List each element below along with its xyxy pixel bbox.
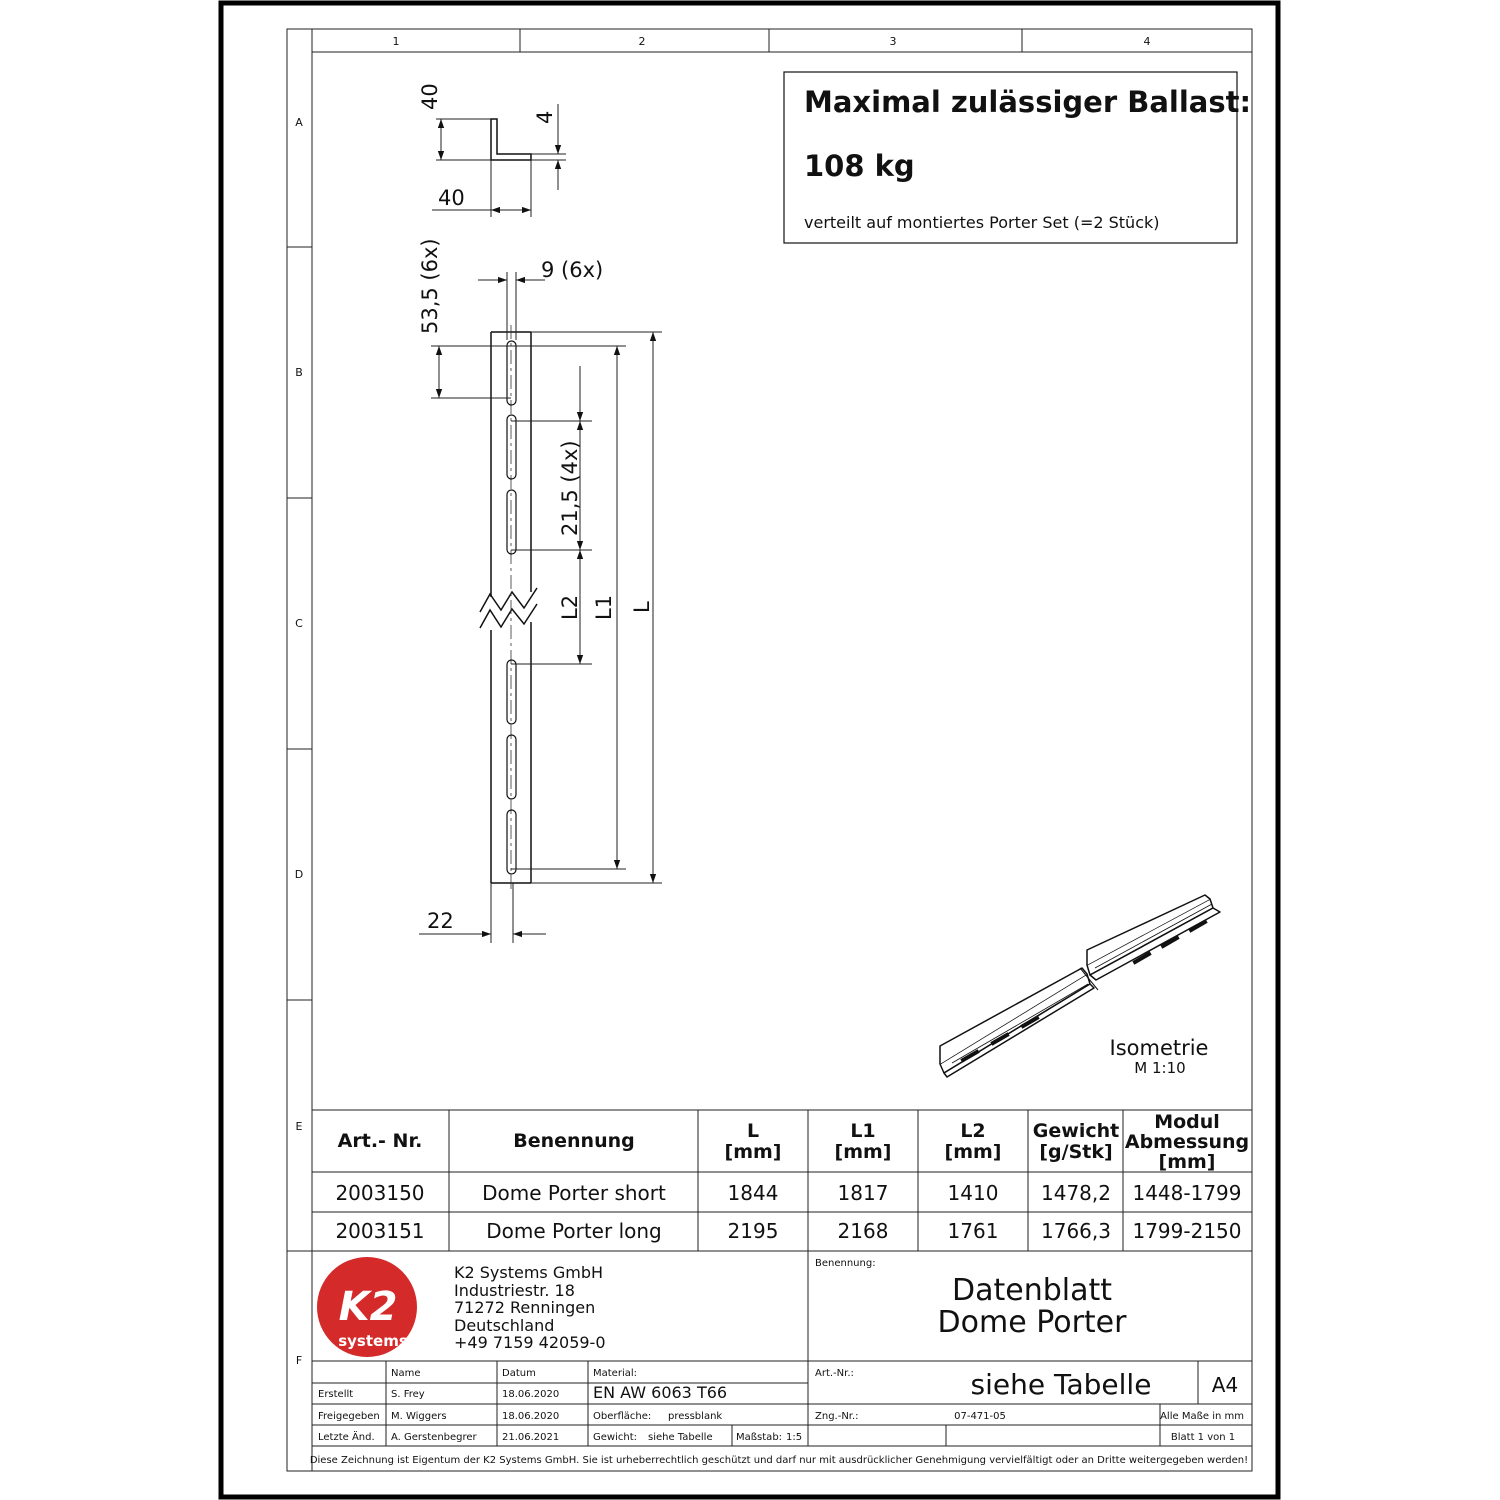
- company-line-2: Industriestr. 18: [454, 1281, 575, 1300]
- grid-col-3: 3: [889, 35, 897, 48]
- grid-row-e: E: [295, 1120, 303, 1133]
- th-modul-2: Abmessung: [1124, 1131, 1250, 1153]
- artnr-value: siehe Tabelle: [970, 1368, 1152, 1401]
- company-line-4: Deutschland: [454, 1316, 555, 1335]
- th-l1: L1: [850, 1120, 876, 1142]
- th-l1-unit: [mm]: [834, 1141, 892, 1163]
- th-modul-unit: [mm]: [1158, 1151, 1216, 1173]
- benennung-label: Benennung:: [815, 1258, 876, 1269]
- table-row-1-benennung: Dome Porter short: [482, 1181, 666, 1205]
- grid-col-2: 2: [638, 35, 646, 48]
- disclaimer: Diese Zeichnung ist Eigentum der K2 Systems GmbH. Sie ist urheberrechtlich geschützt und darf nur mit ausdrücklicher Genehmigung vervielfältigt oder an Dritte weitergegeben werden!: [309, 1455, 1249, 1466]
- ballast-value: 108 kg: [804, 149, 915, 183]
- table-row-1-l2: 1410: [947, 1181, 999, 1205]
- person-2-date: 18.06.2020: [502, 1411, 560, 1422]
- th-benennung: Benennung: [513, 1130, 635, 1152]
- dim-profile-thickness: 4: [533, 110, 557, 124]
- grid-row-d: D: [294, 868, 304, 881]
- table-row-1-l: 1844: [727, 1181, 779, 1205]
- gewicht-value: siehe Tabelle: [648, 1432, 713, 1443]
- zngnr-label: Zng.-Nr.:: [815, 1411, 859, 1422]
- grid-col-4: 4: [1143, 35, 1151, 48]
- person-3-name: A. Gerstenbegrer: [391, 1432, 477, 1443]
- grid-row-a: A: [295, 116, 303, 129]
- zngnr-value: 07-471-05: [954, 1411, 1006, 1422]
- table-row-1-gewicht: 1478,2: [1041, 1181, 1111, 1205]
- isometric-label: Isometrie: [1109, 1036, 1209, 1060]
- table-row-1-art-nr: 2003150: [335, 1181, 425, 1205]
- table-row-2-benennung: Dome Porter long: [486, 1219, 662, 1243]
- table-row-2-modul: 1799-2150: [1132, 1219, 1242, 1243]
- datum-header: Datum: [502, 1368, 536, 1379]
- company-line-5: +49 7159 42059-0: [454, 1333, 606, 1352]
- name-header: Name: [391, 1368, 421, 1379]
- artnr-label: Art.-Nr.:: [815, 1368, 854, 1379]
- grid-col-1: 1: [392, 35, 400, 48]
- format-value: A4: [1211, 1373, 1239, 1397]
- dim-l: L: [630, 601, 654, 613]
- person-1-name: S. Frey: [391, 1389, 425, 1400]
- person-1-date: 18.06.2020: [502, 1389, 560, 1400]
- dim-slot-width: 9 (6x): [541, 258, 604, 282]
- dim-l2: L2: [558, 594, 582, 620]
- person-2-name: M. Wiggers: [391, 1411, 447, 1422]
- table-row-2-l: 2195: [727, 1219, 779, 1243]
- table-row-1-l1: 1817: [837, 1181, 889, 1205]
- table-row-2-l1: 2168: [837, 1219, 889, 1243]
- dim-slot-pitch: 53,5 (6x): [418, 238, 442, 334]
- table-row-2-gewicht: 1766,3: [1041, 1219, 1111, 1243]
- gewicht-label: Gewicht:: [593, 1432, 637, 1443]
- ballast-note: verteilt auf montiertes Porter Set (=2 Stück): [804, 213, 1160, 232]
- logo-systems: systems: [338, 1332, 408, 1350]
- table-row-2-art-nr: 2003151: [335, 1219, 425, 1243]
- dim-l1: L1: [592, 594, 616, 620]
- isometric-scale: M 1:10: [1134, 1059, 1186, 1077]
- sheet-number: Blatt 1 von 1: [1170, 1432, 1236, 1443]
- th-l: L: [746, 1120, 760, 1142]
- th-l-unit: [mm]: [724, 1141, 782, 1163]
- company-line-1: K2 Systems GmbH: [454, 1263, 604, 1282]
- th-gewicht-unit: [g/Stk]: [1039, 1141, 1113, 1163]
- title-line-2: Dome Porter: [937, 1305, 1127, 1340]
- dim-rail-width: 22: [427, 909, 454, 933]
- k2-logo: [317, 1257, 417, 1357]
- table-row-1-modul: 1448-1799: [1132, 1181, 1242, 1205]
- th-l2: L2: [960, 1120, 986, 1142]
- material-value: EN AW 6063 T66: [593, 1383, 728, 1402]
- role-1: Erstellt: [318, 1389, 354, 1400]
- table-row-2-l2: 1761: [947, 1219, 999, 1243]
- th-l2-unit: [mm]: [944, 1141, 1002, 1163]
- oberflaeche-label: Oberfläche:: [593, 1411, 652, 1422]
- dim-profile-width: 40: [438, 186, 465, 210]
- logo-k2: K2: [338, 1284, 398, 1330]
- role-2: Freigegeben: [318, 1411, 380, 1422]
- person-3-date: 21.06.2021: [502, 1432, 560, 1443]
- title-line-1: Datenblatt: [951, 1273, 1113, 1308]
- grid-row-b: B: [295, 366, 303, 379]
- dim-slot-spacing: 21,5 (4x): [558, 440, 582, 536]
- units-note: Alle Maße in mm: [1160, 1411, 1244, 1422]
- grid-row-c: C: [295, 617, 303, 630]
- company-line-3: 71272 Renningen: [454, 1298, 596, 1317]
- dim-profile-height: 40: [418, 83, 442, 110]
- th-gewicht: Gewicht: [1032, 1120, 1120, 1142]
- role-3: Letzte Änd.: [318, 1432, 375, 1443]
- th-art-nr: Art.- Nr.: [337, 1130, 423, 1152]
- massstab-label: Maßstab:: [736, 1432, 783, 1443]
- massstab-value: 1:5: [786, 1432, 803, 1443]
- grid-row-f: F: [295, 1354, 303, 1367]
- ballast-heading: Maximal zulässiger Ballast:: [804, 85, 1252, 119]
- th-modul: Modul: [1154, 1111, 1220, 1133]
- material-label: Material:: [593, 1368, 637, 1379]
- oberflaeche-value: pressblank: [668, 1411, 723, 1422]
